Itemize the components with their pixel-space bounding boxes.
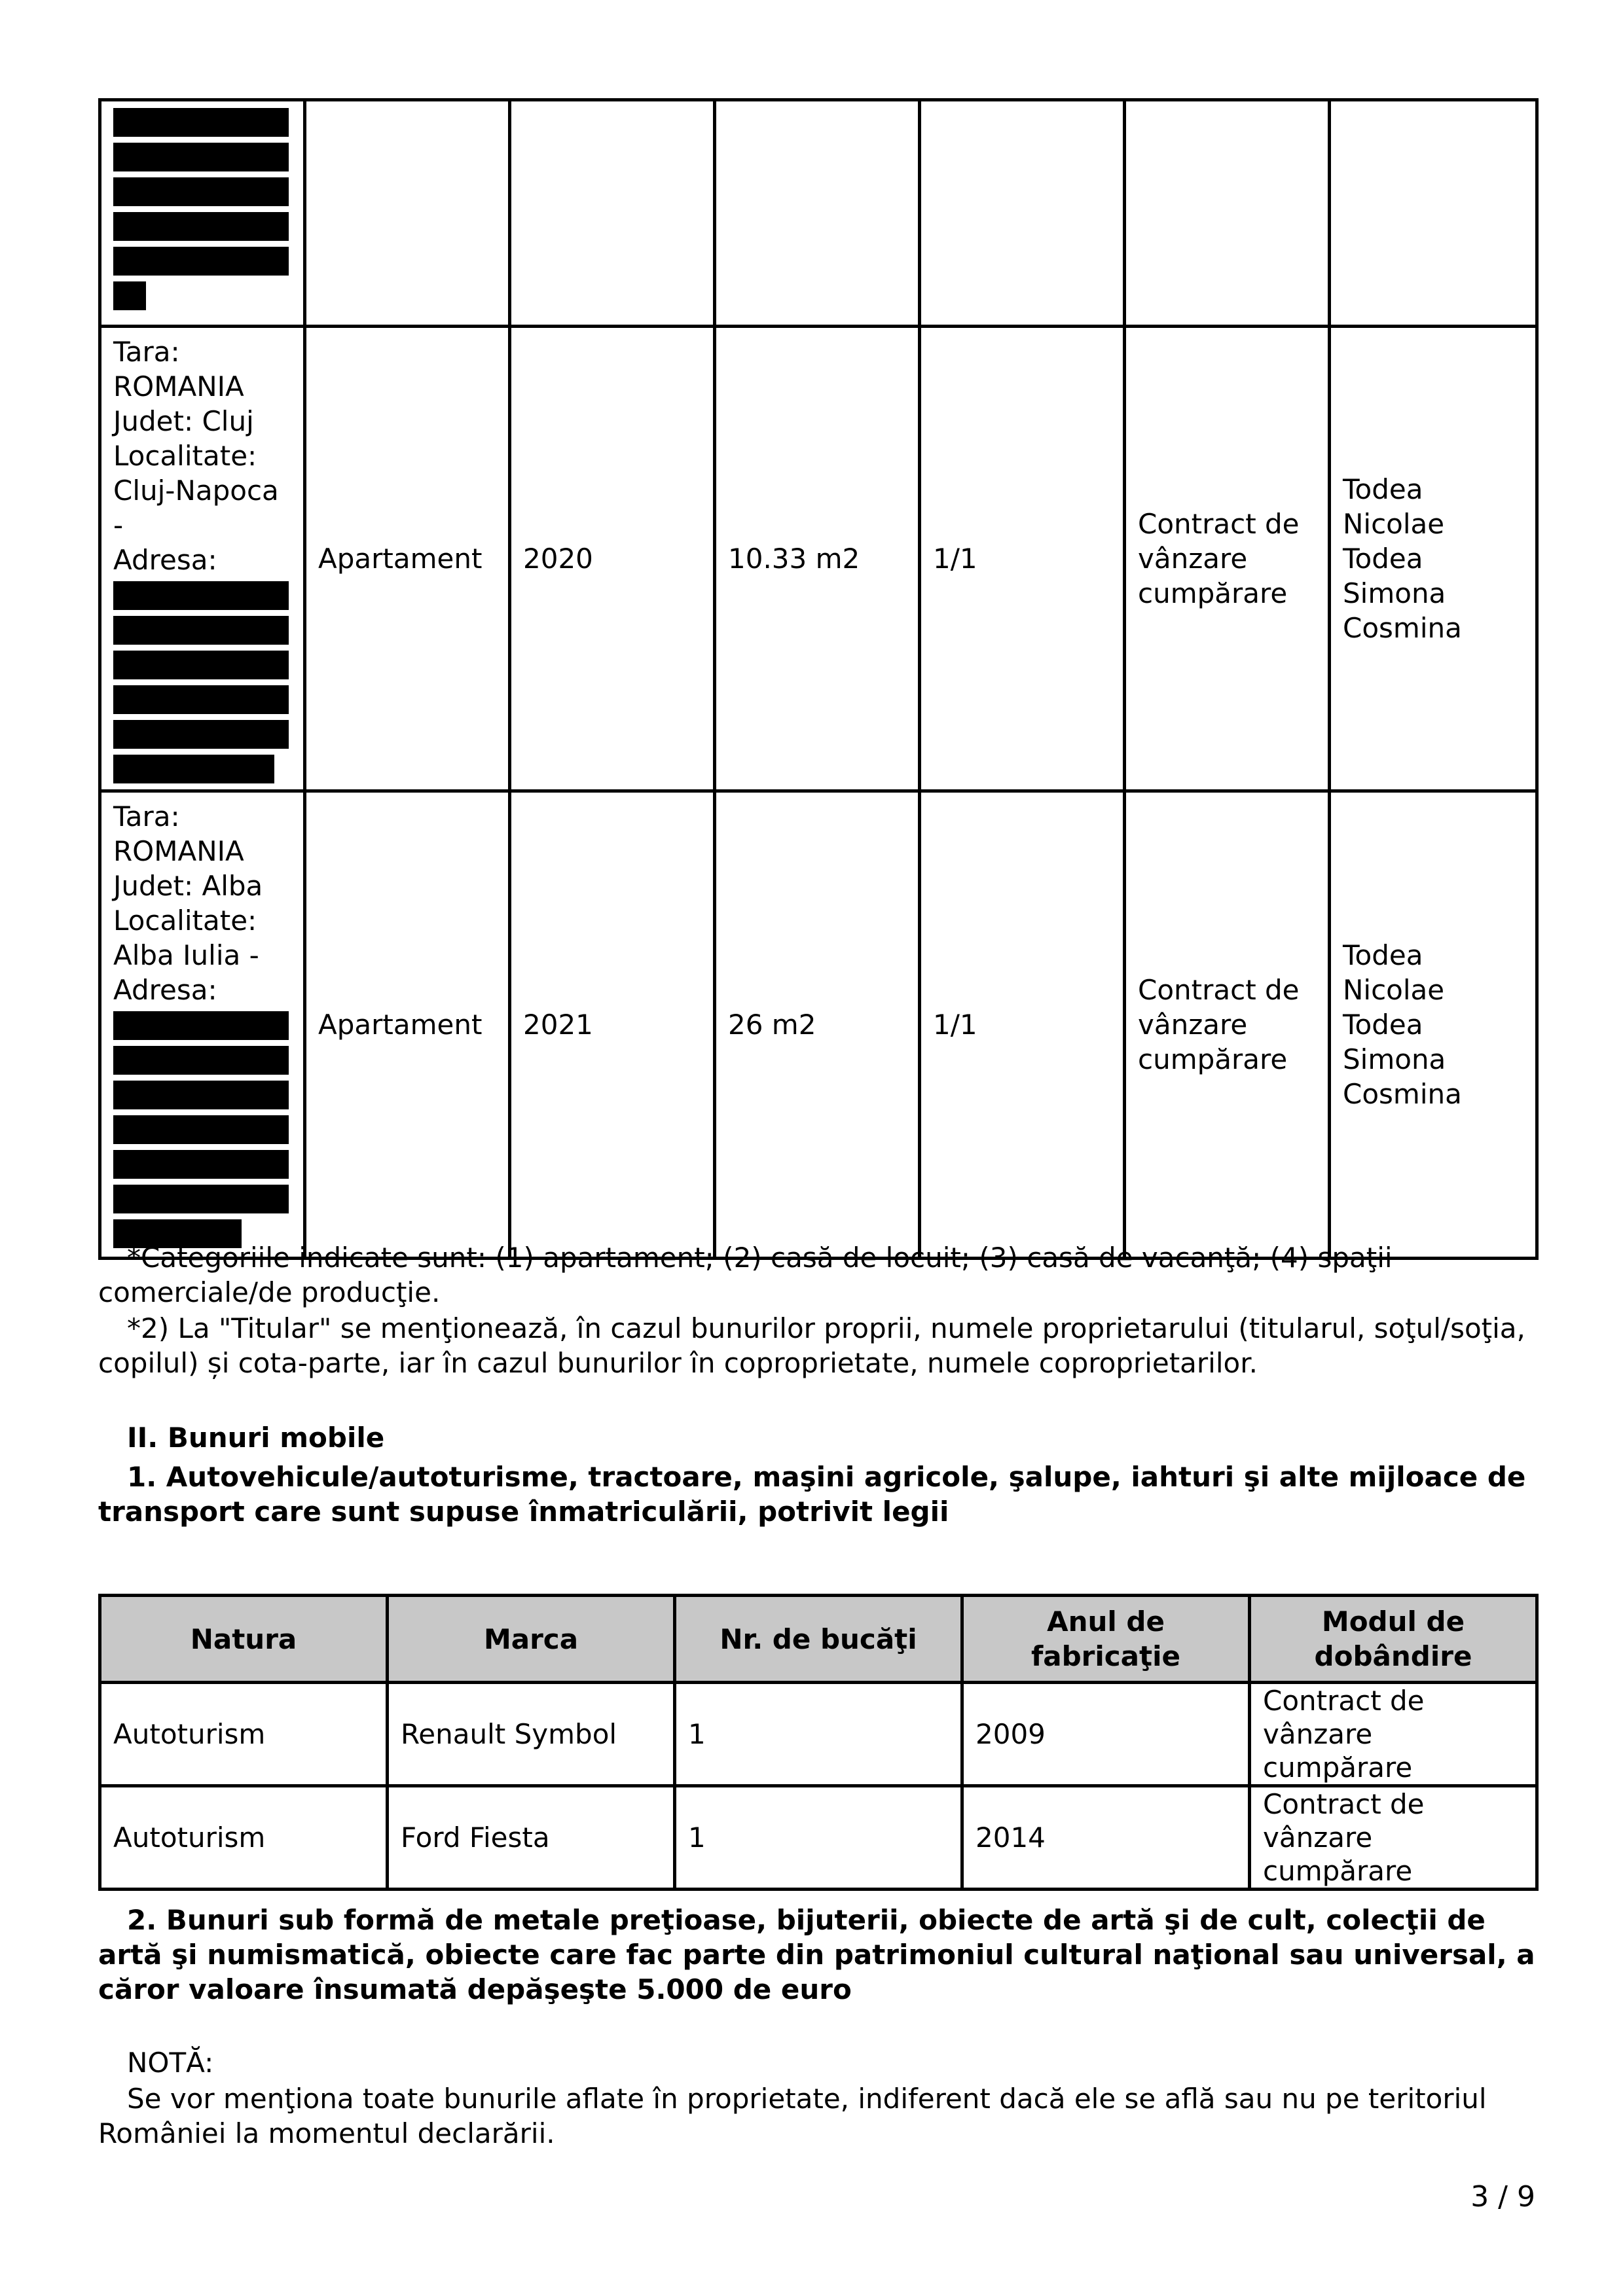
categories-note: *Categoriile indicate sunt: (1) apartament; (2) casă de locuit; (3) casă de vacanţă; (4) spaţii comerciale/de producţie. — [98, 1242, 1393, 1308]
redaction-block — [113, 651, 289, 679]
address-line: Cluj-Napoca - — [113, 475, 279, 541]
redaction-block — [113, 1115, 289, 1144]
address-cell — [100, 791, 305, 1259]
redaction-block — [113, 281, 146, 310]
acquisition-cell — [1125, 100, 1330, 327]
acquisition-cell — [1250, 1683, 1537, 1786]
year-cell: 2020 — [510, 327, 715, 791]
redaction-block — [113, 212, 289, 241]
address-line: Alba Iulia - — [113, 939, 259, 971]
address-cell — [100, 100, 305, 327]
category-cell: Apartament — [305, 791, 510, 1259]
area-cell: 10.33 m2 — [715, 327, 920, 791]
owner-line: Cosmina — [1343, 612, 1462, 644]
acquisition-cell — [1250, 1786, 1537, 1890]
redaction-block — [113, 685, 289, 714]
acquisition-line: vânzare — [1138, 543, 1248, 575]
owner-cell — [1330, 327, 1537, 791]
acquisition-line: Contract de — [1263, 1685, 1425, 1717]
year-cell: 2009 — [962, 1683, 1250, 1786]
vehicles-table — [98, 1594, 1539, 1891]
redaction-block — [113, 143, 289, 171]
year-cell: 2014 — [962, 1786, 1250, 1890]
redaction-block — [113, 616, 289, 645]
redaction-block — [113, 247, 289, 276]
address-line: Tara: — [113, 800, 180, 833]
column-header: Natura — [100, 1596, 388, 1683]
section-subtitle: 1. Autovehicule/autoturisme, tractoare, maşini agricole, şalupe, iahturi şi alte mijloace de transport care sunt supuse înmatriculării, potrivit legii — [98, 1461, 1526, 1528]
owner-line: Todea — [1343, 473, 1423, 505]
acquisition-line: vânzare cumpărare — [1263, 1821, 1413, 1887]
count-cell: 1 — [675, 1683, 962, 1786]
redaction-block — [113, 1046, 289, 1075]
acquisition-line: vânzare — [1138, 1009, 1248, 1041]
redaction-block — [113, 581, 289, 610]
redaction-block — [113, 720, 289, 749]
address-line: Adresa: — [113, 544, 217, 576]
area-cell: 26 m2 — [715, 791, 920, 1259]
count-cell: 1 — [675, 1786, 962, 1890]
table-row — [100, 327, 1537, 791]
owner-line: Simona — [1343, 1043, 1446, 1075]
column-header: Anul de fabricaţie — [962, 1596, 1250, 1683]
table-header-row — [100, 1596, 1537, 1683]
owner-line: Cosmina — [1343, 1078, 1462, 1110]
acquisition-line: Contract de — [1263, 1788, 1425, 1820]
address-line: Localitate: — [113, 440, 257, 472]
table-row — [100, 1786, 1537, 1890]
acquisition-line: Contract de — [1138, 974, 1300, 1006]
year-cell — [510, 100, 715, 327]
column-header: Marca — [388, 1596, 675, 1683]
nota-label: NOTĂ: — [127, 2047, 214, 2079]
area-cell — [715, 100, 920, 327]
titular-note: *2) La "Titular" se menţionează, în cazul bunurilor proprii, numele proprietarului (titularul, soţul/soţia, copilul) și cota-parte, iar în cazul bunurilor în coproprietate, numele coproprietarilor. — [98, 1312, 1525, 1379]
redaction-block — [113, 108, 289, 137]
share-cell — [920, 100, 1125, 327]
redaction-block — [113, 177, 289, 206]
redaction-block — [113, 755, 274, 783]
redaction-block — [113, 1185, 289, 1213]
section-heading: 2. Bunuri sub formă de metale preţioase, bijuterii, obiecte de artă şi de cult, colecţii de artă şi numismatică, obiecte care fac parte din patrimoniul cultural naţional sau universal, a căror valoare însumată depăşeşte 5.000 de euro — [98, 1904, 1535, 2005]
page-number: 3 / 9 — [1470, 2180, 1535, 2214]
acquisition-cell — [1125, 327, 1330, 791]
acquisition-cell — [1125, 791, 1330, 1259]
acquisition-line: cumpărare — [1138, 577, 1288, 609]
owner-line: Nicolae — [1343, 974, 1445, 1006]
address-line: Judet: Alba — [113, 870, 263, 902]
redaction-block — [113, 1081, 289, 1109]
column-header: Nr. de bucăţi — [675, 1596, 962, 1683]
column-header: Modul de dobândire — [1250, 1596, 1537, 1683]
owner-cell — [1330, 100, 1537, 327]
marca-cell: Ford Fiesta — [388, 1786, 675, 1890]
redaction-block — [113, 1150, 289, 1179]
owner-line: Nicolae — [1343, 508, 1445, 540]
natura-cell: Autoturism — [100, 1786, 388, 1890]
owner-cell — [1330, 791, 1537, 1259]
address-line: Adresa: — [113, 974, 217, 1006]
share-cell: 1/1 — [920, 327, 1125, 791]
address-line: Judet: Cluj — [113, 405, 254, 437]
acquisition-line: cumpărare — [1138, 1043, 1288, 1075]
acquisition-line: vânzare cumpărare — [1263, 1718, 1413, 1784]
owner-line: Todea — [1343, 543, 1423, 575]
address-cell — [100, 327, 305, 791]
table-row — [100, 791, 1537, 1259]
table-row — [100, 1683, 1537, 1786]
owner-line: Simona — [1343, 577, 1446, 609]
owner-line: Todea — [1343, 1009, 1423, 1041]
address-line: Tara: — [113, 336, 180, 368]
marca-cell: Renault Symbol — [388, 1683, 675, 1786]
real-estate-table — [98, 98, 1539, 1260]
owner-line: Todea — [1343, 939, 1423, 971]
share-cell: 1/1 — [920, 791, 1125, 1259]
table-row — [100, 100, 1537, 327]
address-line: Localitate: — [113, 905, 257, 937]
address-line: ROMANIA — [113, 835, 244, 867]
category-cell — [305, 100, 510, 327]
redaction-block — [113, 1011, 289, 1040]
nota-text: Se vor menţiona toate bunurile aflate în proprietate, indiferent dacă ele se află sau nu pe teritoriul României la momentul declarării. — [98, 2083, 1487, 2149]
section-title: II. Bunuri mobile — [127, 1422, 385, 1454]
address-line: ROMANIA — [113, 370, 244, 403]
acquisition-line: Contract de — [1138, 508, 1300, 540]
natura-cell: Autoturism — [100, 1683, 388, 1786]
year-cell: 2021 — [510, 791, 715, 1259]
category-cell: Apartament — [305, 327, 510, 791]
